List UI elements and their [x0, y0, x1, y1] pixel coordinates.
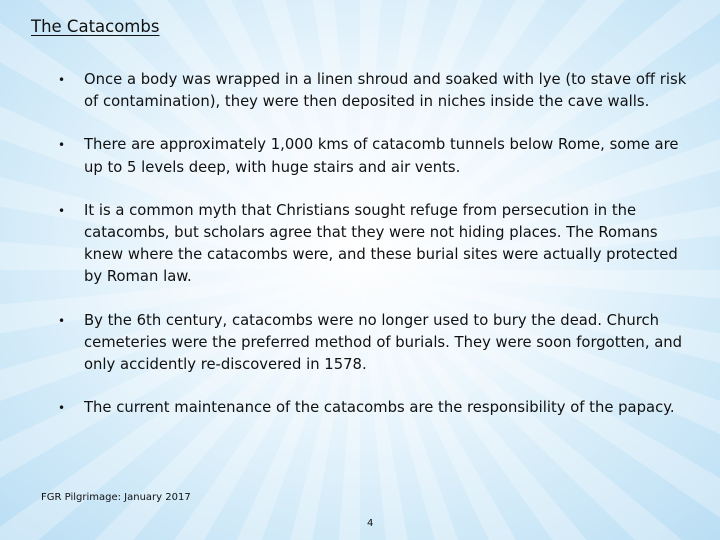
bullet-text: Once a body was wrapped in a linen shroud and soaked with lye (to stave off risk of contamination), they were then deposited in niches inside the cave walls. — [84, 71, 687, 111]
bullet-list — [56, 69, 688, 440]
footer-text: FGR Pilgrimage: January 2017 — [41, 492, 191, 503]
slide-title: The Catacombs — [31, 17, 160, 36]
page-number: 4 — [367, 518, 374, 529]
bullet-icon: • — [58, 401, 66, 416]
bullet-icon: • — [58, 73, 66, 87]
bullet-item — [56, 134, 688, 178]
bullet-text: There are approximately 1,000 kms of catacomb tunnels below Rome, some are up to 5 levels deep, with huge stairs and air vents. — [84, 136, 679, 176]
bullet-icon: • — [58, 313, 66, 328]
bullet-item — [56, 69, 688, 113]
bullet-text: The current maintenance of the catacombs are the responsibility of the papacy. — [84, 399, 675, 417]
bullet-text: It is a common myth that Christians sought refuge from persecution in the catacombs, but scholars agree that they were not hiding places. The Romans knew where the catacombs were, and these burial sites were actually protected by Roman law. — [84, 201, 678, 286]
bullet-item — [56, 310, 688, 377]
bullet-text: By the 6th century, catacombs were no longer used to bury the dead. Church cemeteries were the preferred method of burials. They were soon forgotten, and only accidently re-discovered in 1578. — [84, 311, 683, 374]
bullet-item — [56, 397, 688, 419]
bullet-icon: • — [58, 138, 66, 153]
bullet-item — [56, 200, 688, 289]
bullet-icon: • — [58, 203, 66, 218]
